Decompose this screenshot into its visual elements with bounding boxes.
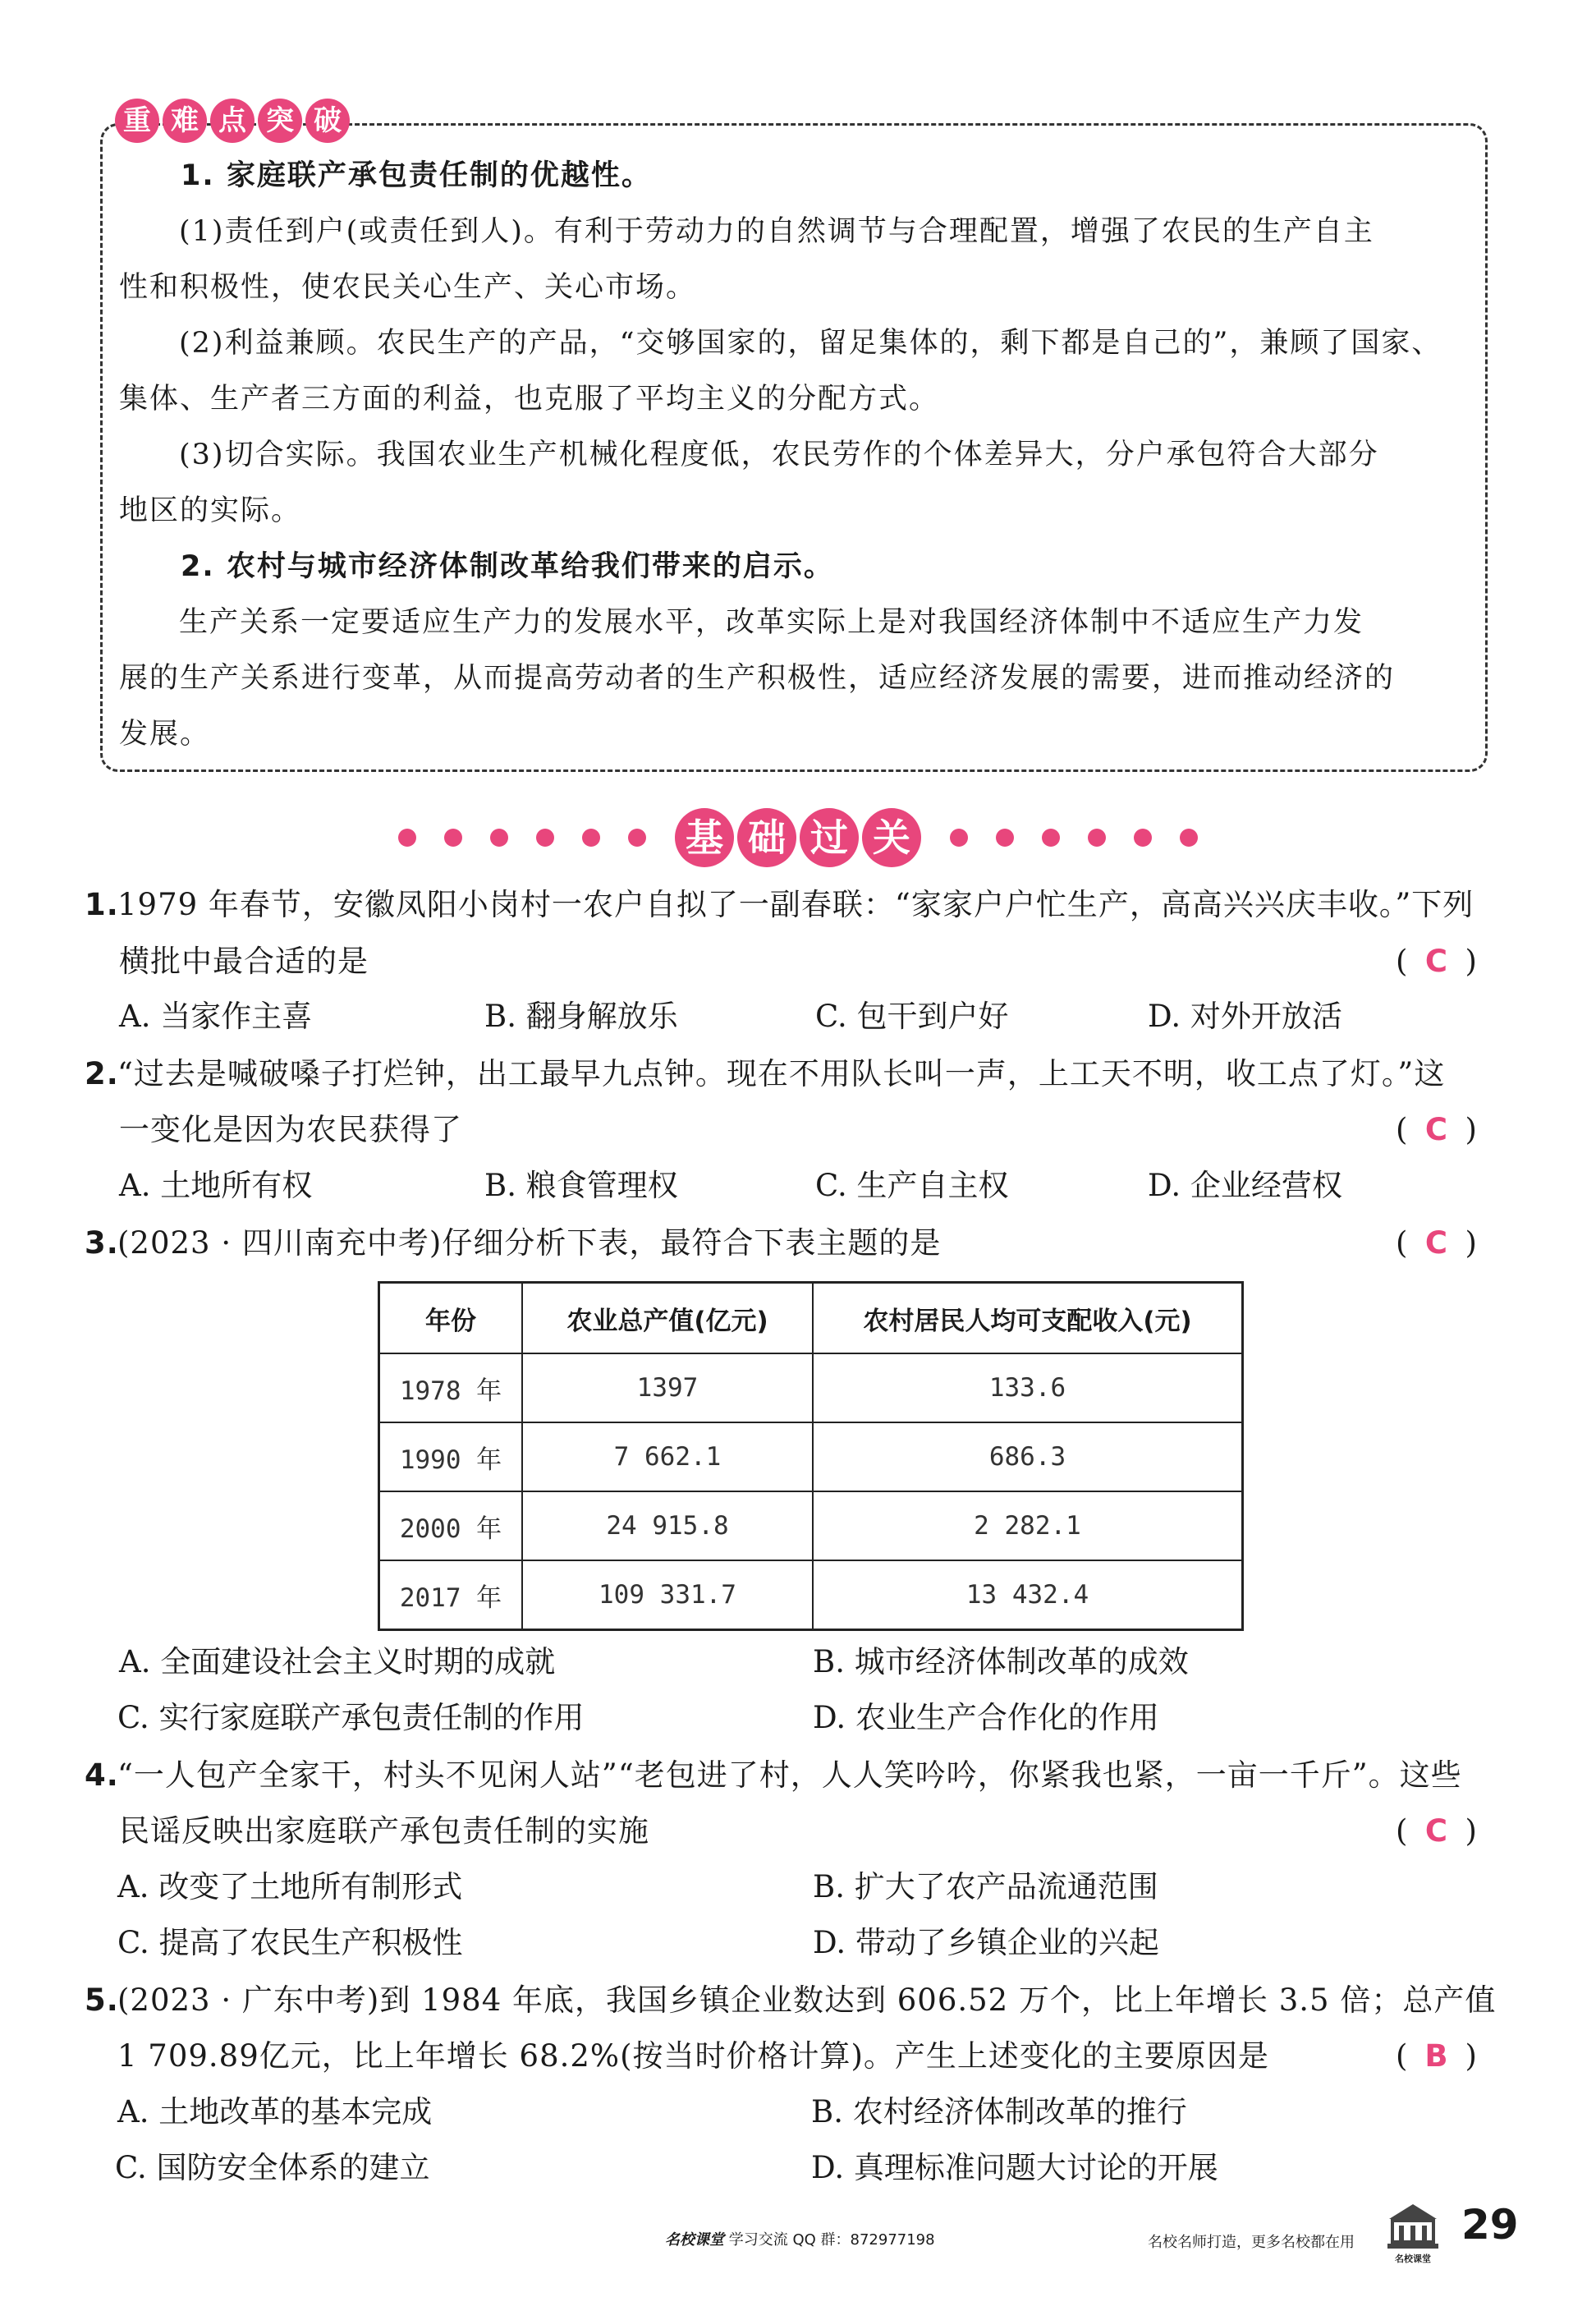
option: A. 当家作主喜 (119, 999, 313, 1034)
option: C. 提高了农民生产积极性 (117, 1925, 463, 1960)
section-title-char: 基 (675, 808, 734, 867)
question-text: 1979 年春节，安徽凤阳小岗村一农户自拟了一副春联：“家家户户忙生产，高高兴兴庆丰收。”下列 (117, 887, 1474, 922)
table-header: 农村居民人均可支配收入(元) (813, 1283, 1243, 1354)
table-cell: 1990 年 (379, 1422, 523, 1491)
option: B. 翻身解放乐 (484, 999, 678, 1034)
answer-bracket: ( C ) (1396, 1105, 1477, 1155)
question-number: 1. (85, 887, 119, 922)
badge-char: 破 (305, 99, 350, 143)
key-point-heading: 2. 农村与城市经济体制改革给我们带来的启示。 (181, 550, 834, 583)
decorative-dots (936, 829, 1212, 847)
question-text: “一人包产全家干，村头不见闲人站”“老包进了村，人人笑吟吟，你紧我也紧，一亩一千斤”。这些 (117, 1757, 1462, 1793)
option: D. 农业生产合作化的作用 (813, 1700, 1159, 1735)
table-row (379, 1560, 1243, 1630)
key-points-badge (115, 97, 353, 145)
page-number: 29 (1461, 2201, 1519, 2249)
answer-letter: C (1424, 1225, 1448, 1261)
table-cell: 133.6 (813, 1353, 1243, 1422)
table-cell: 1397 (522, 1353, 813, 1422)
badge-char: 点 (210, 99, 255, 143)
answer-bracket: ( C ) (1396, 1807, 1477, 1856)
key-point-text: (1)责任到户(或责任到人)。有利于劳动力的自然调节与合理配置，增强了农民的生产自主 (179, 215, 1374, 248)
table-cell: 13 432.4 (813, 1560, 1243, 1630)
section-title-char: 过 (800, 808, 859, 867)
option: A. 改变了土地所有制形式 (117, 1869, 463, 1904)
footer-qq-text: 学习交流 QQ 群：872977198 (728, 2231, 935, 2249)
option: B. 农村经济体制改革的推行 (811, 2094, 1187, 2129)
footer-qq (665, 2228, 935, 2249)
option: D. 企业经营权 (1148, 1168, 1342, 1203)
option: C. 实行家庭联产承包责任制的作用 (117, 1700, 585, 1735)
option: A. 全面建设社会主义时期的成就 (119, 1644, 556, 1679)
answer-letter: B (1424, 2038, 1448, 2074)
question-number: 5. (85, 1982, 119, 2018)
answer-bracket: ( C ) (1396, 1219, 1477, 1268)
option: D. 对外开放活 (1148, 999, 1342, 1034)
table-row (379, 1491, 1243, 1560)
school-building-icon (1386, 2201, 1440, 2250)
badge-char: 突 (258, 99, 302, 143)
table-header: 年份 (379, 1283, 523, 1354)
question-number: 2. (85, 1056, 119, 1091)
answer-bracket: ( C ) (1396, 937, 1477, 986)
question-text: (2023 · 广东中考)到 1984 年底，我国乡镇企业数达到 606.52 万个，比上年增长 3.5 倍；总产值 (117, 1982, 1497, 2018)
section-title (0, 801, 1596, 875)
data-table (378, 1281, 1244, 1631)
table-cell: 2017 年 (379, 1560, 523, 1630)
key-point-text: 地区的实际。 (119, 494, 302, 527)
question-text: 横批中最合适的是 (119, 944, 369, 979)
table-cell: 2 282.1 (813, 1491, 1243, 1560)
key-point-text: 集体、生产者三方面的利益，也克服了平均主义的分配方式。 (119, 383, 940, 416)
badge-char: 难 (163, 99, 207, 143)
table-cell: 2000 年 (379, 1491, 523, 1560)
question-number: 4. (85, 1757, 119, 1793)
footer-brand: 名校课堂 (665, 2231, 724, 2249)
footer-slogan: 名校名师打造，更多名校都在用 (1148, 2234, 1355, 2251)
key-point-text: (2)利益兼顾。农民生产的产品，“交够国家的，留足集体的，剩下都是自己的”，兼顾了国家、 (179, 327, 1442, 360)
key-point-text: 生产关系一定要适应生产力的发展水平，改革实际上是对我国经济体制中不适应生产力发 (179, 606, 1364, 639)
question-text: (2023 · 四川南充中考)仔细分析下表，最符合下表主题的是 (117, 1225, 942, 1261)
option: C. 包干到户好 (815, 999, 1009, 1034)
key-point-text: 展的生产关系进行变革，从而提高劳动者的生产积极性，适应经济发展的需要，进而推动经济的 (119, 662, 1396, 695)
answer-letter: C (1424, 1112, 1448, 1147)
key-point-heading: 1. 家庭联产承包责任制的优越性。 (181, 159, 652, 192)
option: D. 真理标准问题大讨论的开展 (811, 2150, 1218, 2185)
table-cell: 686.3 (813, 1422, 1243, 1491)
answer-letter: C (1424, 944, 1448, 979)
answer-letter: C (1424, 1813, 1448, 1849)
question-text: 1 709.89亿元，比上年增长 68.2%(按当时价格计算)。产生上述变化的主要原因是 (117, 2038, 1269, 2074)
table-cell: 109 331.7 (522, 1560, 813, 1630)
badge-char: 重 (115, 99, 159, 143)
option: C. 生产自主权 (815, 1168, 1009, 1203)
table-header: 农业总产值(亿元) (522, 1283, 813, 1354)
key-point-text: 发展。 (119, 718, 211, 751)
decorative-dots (384, 829, 660, 847)
option: B. 扩大了农产品流通范围 (813, 1869, 1158, 1904)
option: B. 城市经济体制改革的成效 (813, 1644, 1189, 1679)
footer-logo-text: 名校课堂 (1395, 2253, 1431, 2264)
question-number: 3. (85, 1225, 119, 1261)
table-cell: 7 662.1 (522, 1422, 813, 1491)
option: A. 土地改革的基本完成 (117, 2094, 433, 2129)
table-header-row (379, 1283, 1243, 1354)
question-text: “过去是喊破嗓子打烂钟，出工最早九点钟。现在不用队长叫一声，上工天不明，收工点了灯。”这 (117, 1056, 1446, 1091)
question-text: 一变化是因为农民获得了 (119, 1112, 462, 1147)
question-text: 民谣反映出家庭联产承包责任制的实施 (119, 1813, 649, 1849)
key-point-text: (3)切合实际。我国农业生产机械化程度低，农民劳作的个体差异大，分户承包符合大部分 (179, 439, 1379, 471)
section-title-char: 础 (737, 808, 796, 867)
table-row (379, 1353, 1243, 1422)
option: B. 粮食管理权 (484, 1168, 678, 1203)
table-row (379, 1422, 1243, 1491)
table-cell: 1978 年 (379, 1353, 523, 1422)
answer-bracket: ( B ) (1396, 2032, 1477, 2081)
option: D. 带动了乡镇企业的兴起 (813, 1925, 1159, 1960)
option: C. 国防安全体系的建立 (115, 2150, 430, 2185)
section-title-char: 关 (862, 808, 921, 867)
key-point-text: 性和积极性，使农民关心生产、关心市场。 (119, 271, 697, 304)
option: A. 土地所有权 (119, 1168, 313, 1203)
table-cell: 24 915.8 (522, 1491, 813, 1560)
